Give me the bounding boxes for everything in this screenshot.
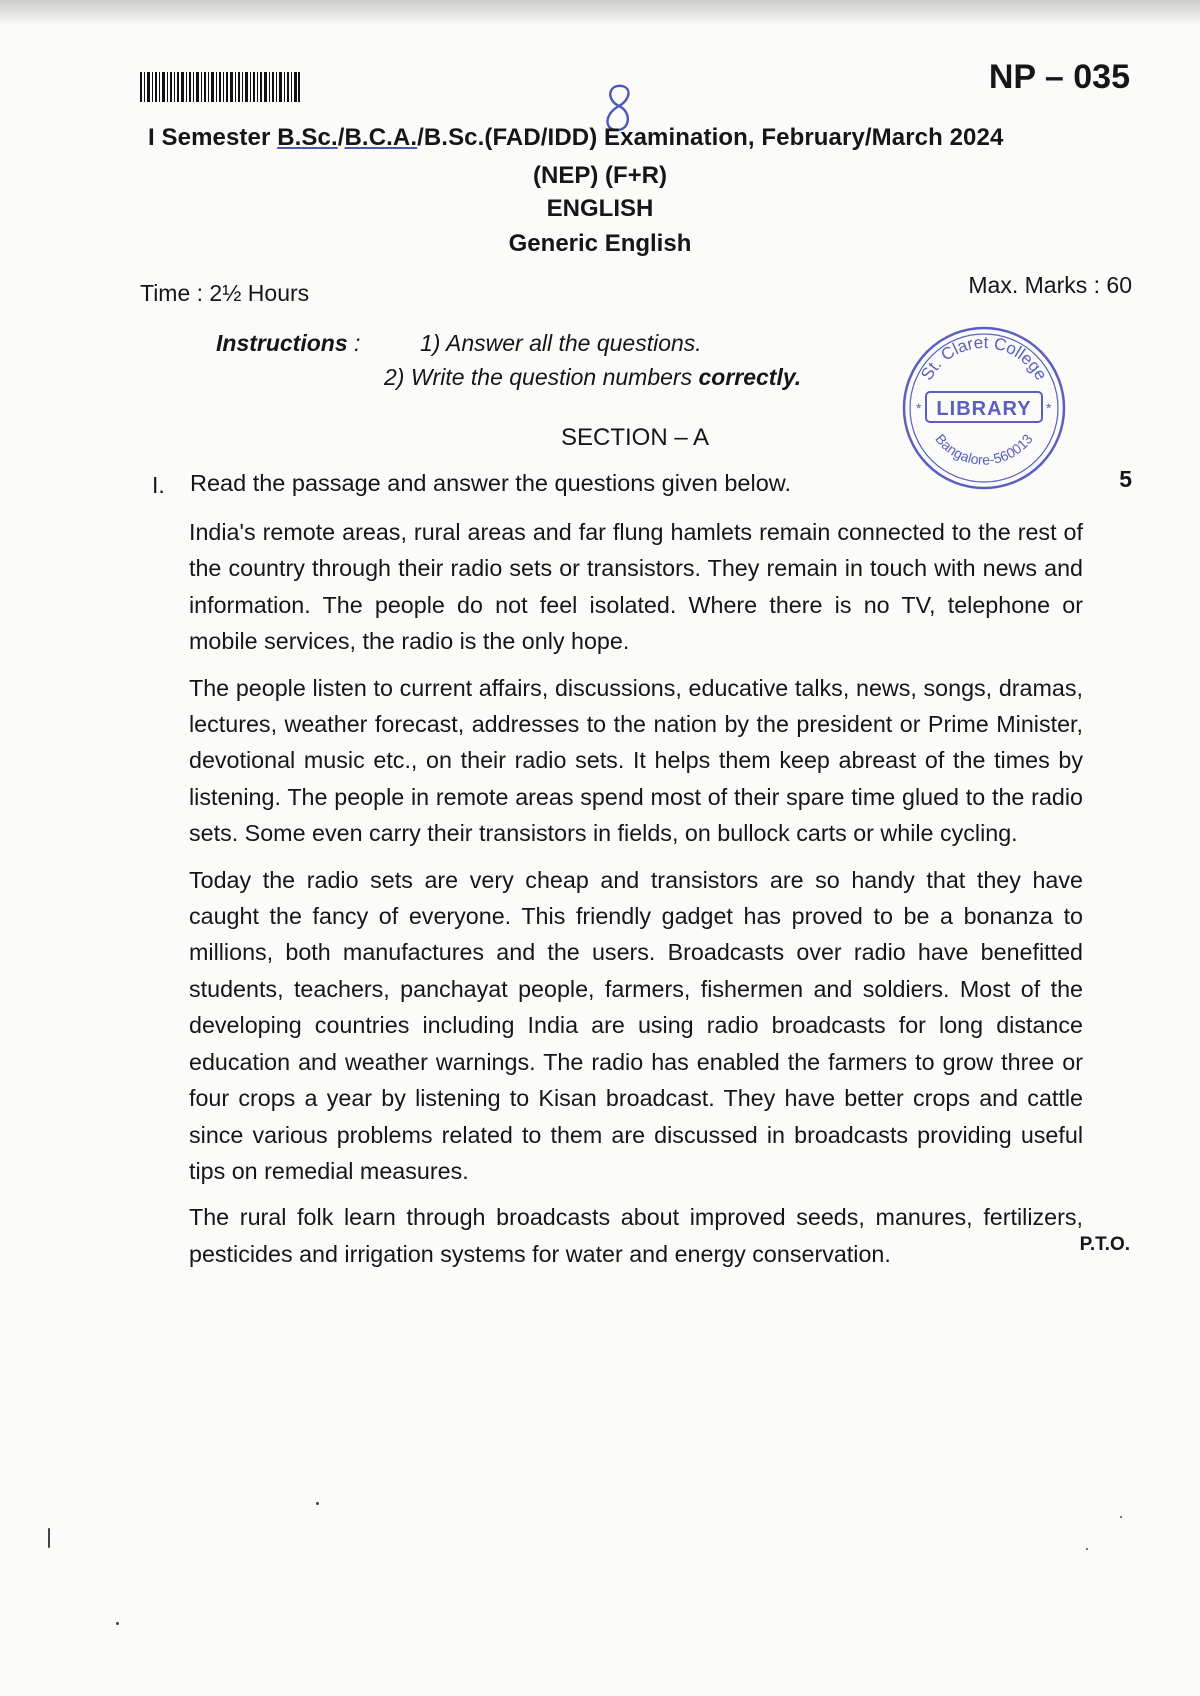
exam-title xyxy=(148,124,1003,152)
title-degree-bca: B.C.A. xyxy=(344,124,418,151)
scan-speck xyxy=(116,1622,119,1625)
page-turn-over: P.T.O. xyxy=(1079,1234,1130,1255)
question-number: I. xyxy=(152,472,165,498)
scan-speck xyxy=(316,1502,319,1505)
library-stamp xyxy=(896,320,1072,496)
passage-paragraph: The rural folk learn through broadcasts about improved seeds, manures, fertilizers, pesticides and irrigation systems for water and energy conservation. xyxy=(189,1204,1083,1267)
passage-paragraph: India's remote areas, rural areas and far flung hamlets remain connected to the rest of the country through their radio sets or transistors. They remain in touch with news and information. The people do not feel isolated. Where there is no TV, telephone or mobile services, the radio is the only hope. xyxy=(189,519,1083,655)
stamp-college: St. Claret College xyxy=(917,332,1051,384)
instruction-2: 2) Write the question numbers correctly. xyxy=(384,364,802,390)
stamp-star-right: * xyxy=(1046,400,1052,416)
paper-code: NP – 035 xyxy=(988,58,1130,96)
section-title: SECTION – A xyxy=(560,424,710,451)
exam-duration: Time : 2½ Hours xyxy=(140,280,310,306)
question-marks: 5 xyxy=(1119,466,1132,492)
passage xyxy=(189,514,1083,1282)
passage-paragraph: The people listen to current affairs, discussions, educative talks, news, songs, dramas, lectures, weather forecast, addresses to the nation by the president or Prime Minister, devotional music etc., on their radio sets. It helps them keep abreast of the times by listening. The people in remote areas spend most of their spare time glued to the radio sets. Some even carry their transistors in fields, on bullock carts or while cycling. xyxy=(189,674,1083,847)
instruction-1: 1) Answer all the questions. xyxy=(420,330,702,356)
title-prefix: I Semester xyxy=(148,124,278,151)
question-text: Read the passage and answer the questions given below. xyxy=(190,470,791,496)
stamp-city: Bangalore-560013 xyxy=(932,430,1036,468)
scan-edge-shadow xyxy=(0,0,1200,26)
exam-subject: ENGLISH xyxy=(546,195,654,222)
exam-paper: Generic English xyxy=(508,230,692,257)
scan-speck xyxy=(48,1528,50,1548)
title-degree-bsc: B.Sc. xyxy=(277,124,338,151)
instructions-label: Instructions : xyxy=(216,330,361,356)
max-marks: Max. Marks : 60 xyxy=(968,272,1132,298)
title-separator: / xyxy=(337,124,345,151)
stamp-library: LIBRARY xyxy=(936,398,1032,420)
passage-paragraph: Today the radio sets are very cheap and transistors are so handy that they have caught the fancy of everyone. This friendly gadget has proved to be a bonanza to millions, both manufactures and the users. Broadcasts over radio have benefitted students, teachers, panchayat people, farmers, fishermen and soldiers. Most of the developing countries including India are using radio broadcasts for long distance education and weather warnings. The radio has enabled the farmers to grow three or four crops a year by listening to Kisan broadcast. They have better crops and cattle since various problems related to them are discussed in broadcasts providing useful tips on remedial measures. xyxy=(189,866,1083,1184)
scan-speck xyxy=(1120,1516,1122,1518)
barcode xyxy=(140,72,300,102)
stamp-star-left: * xyxy=(916,400,922,416)
scan-speck xyxy=(1086,1548,1088,1550)
title-rest: /B.Sc.(FAD/IDD) Examination, February/March 2024 xyxy=(417,124,1004,151)
exam-scheme: (NEP) (F+R) xyxy=(533,162,667,189)
